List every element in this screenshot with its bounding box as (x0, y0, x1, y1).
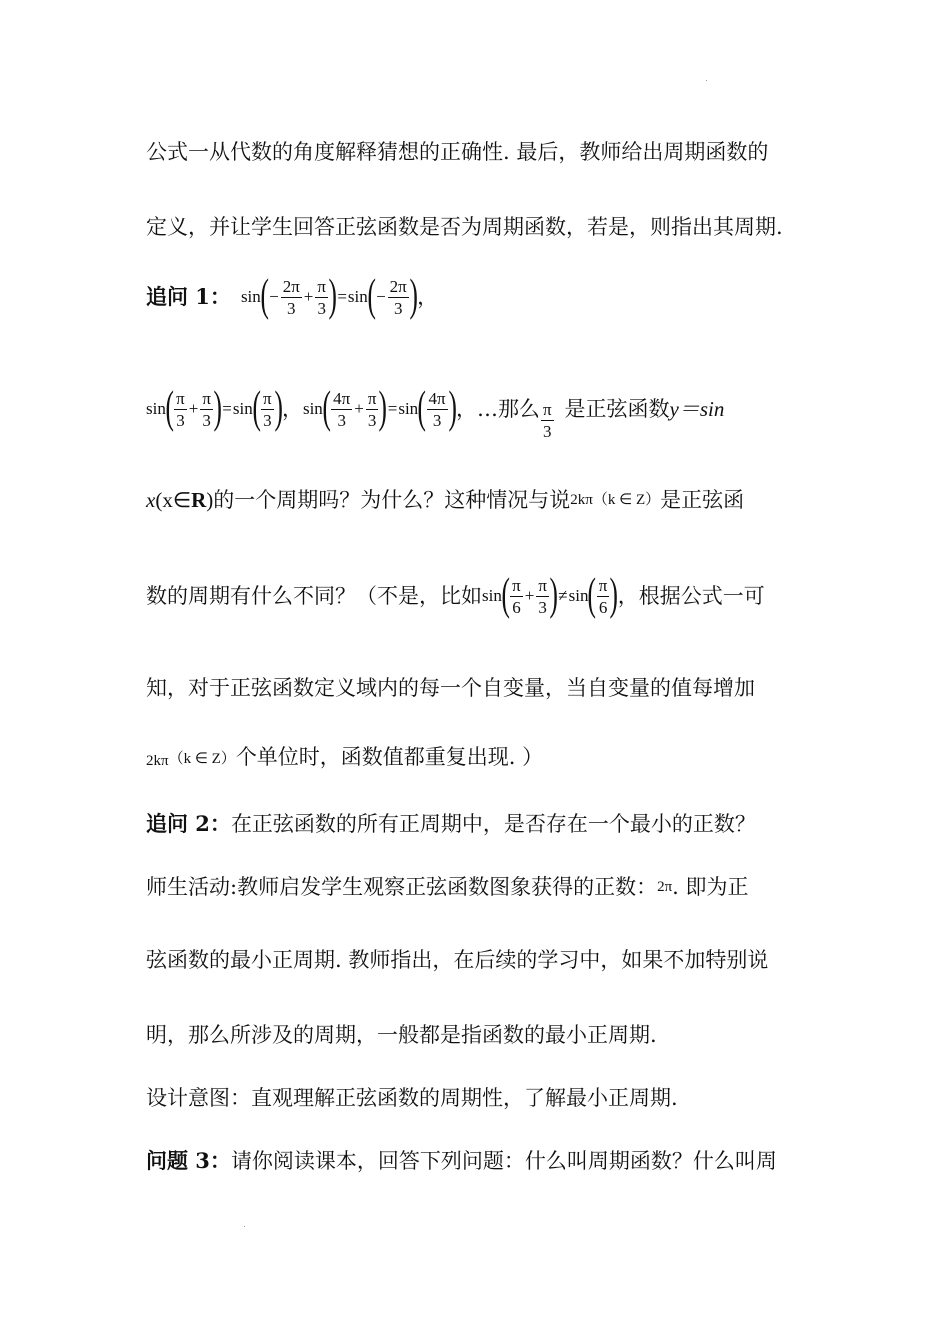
formula-sin-4pi3-plus-pi3: sin ( $\frac{4\pi}{3}$ + $\frac{\pi}{3}$ ) = sin ( $\frac{4\pi}{3}$ ) (302, 381, 457, 432)
q3-line: 问题 3： 请你阅读课本，回答下列问题：什么叫周期函数？什么叫周 (146, 1148, 777, 1173)
activity-line2: 弦函数的最小正周期. 教师指出，在后续的学习中，如果不加特别说 (146, 948, 769, 972)
q1-line3: x (x∈ R ) 的一个周期吗？为什么？这种情况与说 2kπ （k ∈ Z） 是正弦函 (146, 488, 745, 512)
activity-line3: 明，那么所涉及的周期，一般都是指函数的最小正周期. (146, 1023, 657, 1047)
para1-line1: 公式一从代数的角度解释猜想的正确性. 最后，教师给出周期函数的 (146, 140, 769, 164)
formula-sin-pi3-plus-pi3: sin ( $\frac{\pi}{3}$ + $\frac{\pi}{3}$ ) = sin ( $\frac{\pi}{3}$ ) (146, 381, 283, 432)
footer-mark (244, 1226, 245, 1227)
fraction-pi-over-3: $\frac{\pi}{3}$ (542, 399, 552, 441)
q2-line: 追问 2： 在正弦函数的所有正周期中，是否存在一个最小的正数？ (146, 811, 756, 836)
q1-line6: 2kπ （k ∈ Z） 个单位时，函数值都重复出现. ） (146, 745, 544, 769)
para1-line2: 定义，并让学生回答正弦函数是否为周期函数，若是，则指出其周期. (146, 215, 783, 239)
formula-sin-minus-2pi3-plus-pi3: sin ( − $\frac{2\pi}{3}$ + $\frac{\pi}{3}$ ) = sin ( − $\frac{2\pi}{3}$ ) (240, 269, 418, 320)
q2-label: 追问 2： (146, 811, 231, 836)
q1-label: 追问 1： (146, 284, 231, 309)
formula-sin-pi6-plus-pi3-neq: sin ( $\frac{\pi}{6}$ + $\frac{\pi}{3}$ ) ≠ sin ( $\frac{\pi}{6}$ ) (482, 568, 619, 619)
q1-line1: 追问 1： sin ( − $\frac{2\pi}{3}$ + $\frac{\pi}{3}$ ) = sin ( − $\frac{2\pi}{3}$ ) ， (146, 269, 439, 320)
q1-line4: 数的周期有什么不同？（不是，比如 sin ( $\frac{\pi}{6}$ + $\frac{\pi}{3}$ ) ≠ sin ( $\frac{\pi}{6}$ ) ，根据公式一可 (146, 568, 765, 619)
q3-label: 问题 3： (146, 1148, 231, 1173)
header-mark (706, 80, 707, 81)
q1-line5: 知，对于正弦函数定义域内的每一个自变量，当自变量的值每增加 (146, 676, 755, 700)
activity-line1: 师生活动:教师启发学生观察正弦函数图象获得的正数： 2π . 即为正 (146, 875, 749, 899)
q1-line2: sin ( $\frac{\pi}{3}$ + $\frac{\pi}{3}$ ) = sin ( $\frac{\pi}{3}$ ) ， sin ( $\frac{4\pi}{3}$ + $\frac{\pi}{3}$ ) = sin ( $\frac{4\pi}{3}$ ) ， … 那么 $\frac{\pi}{3}$ 是正弦函数 y＝sin (146, 381, 725, 441)
design-intent: 设计意图：直观理解正弦函数的周期性，了解最小正周期. (146, 1086, 678, 1110)
